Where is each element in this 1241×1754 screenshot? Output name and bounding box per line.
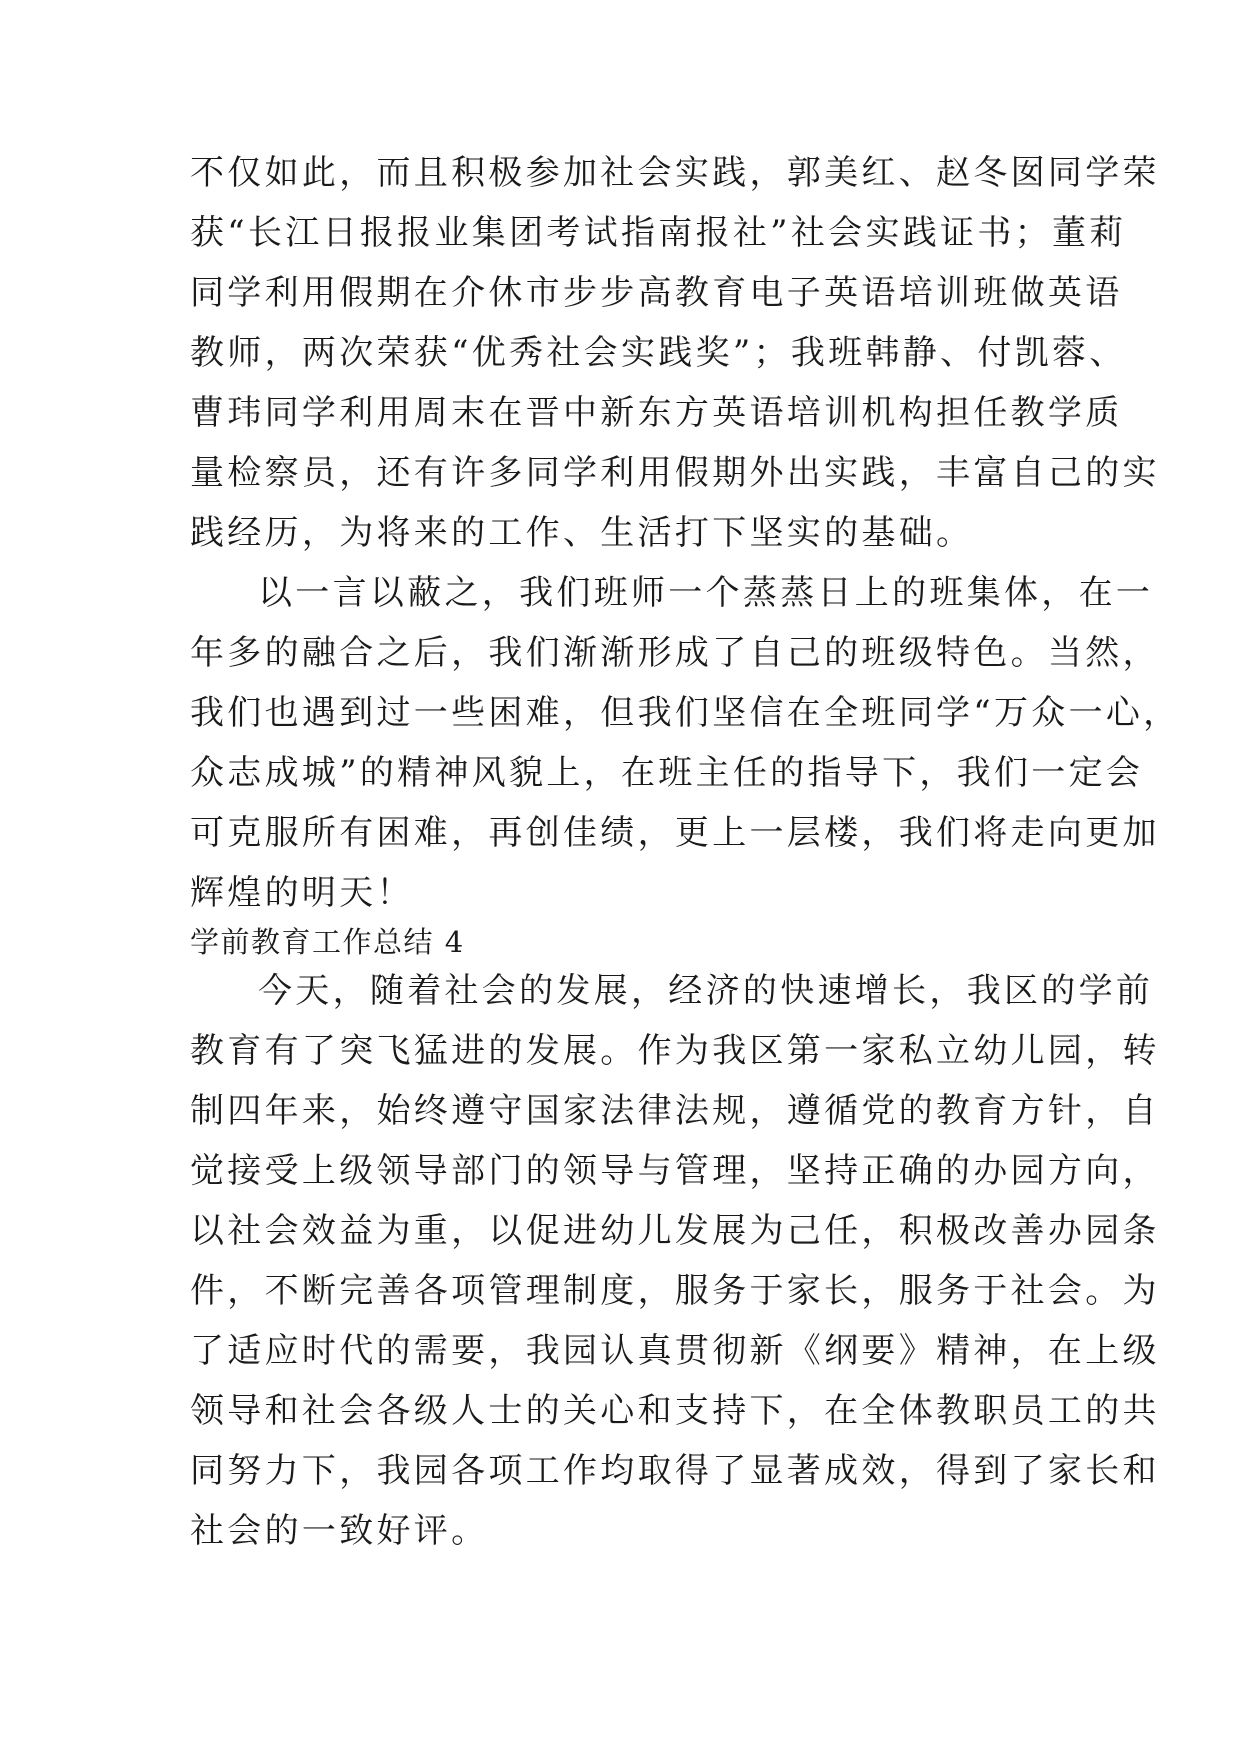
paragraph-1-line-3: 同学利用假期在介休市步步高教育电子英语培训班做英语 (190, 273, 1123, 313)
paragraph-3-line-1: 今天，随着社会的发展，经济的快速增长，我区的学前 (258, 971, 1154, 1011)
paragraph-2-line-2: 年多的融合之后，我们渐渐形成了自己的班级特色。当然， (190, 633, 1160, 673)
paragraph-3-line-2: 教育有了突飞猛进的发展。作为我区第一家私立幼儿园，转 (190, 1031, 1160, 1071)
paragraph-1-line-2: 获“长江日报报业集团考试指南报社”社会实践证书；董莉 (190, 213, 1127, 253)
paragraph-3-line-5: 以社会效益为重，以促进幼儿发展为己任，积极改善办园条 (190, 1211, 1160, 1251)
paragraph-2-line-4: 众志成城”的精神风貌上，在班主任的指导下，我们一定会 (190, 753, 1144, 793)
paragraph-3-line-7: 了适应时代的需要，我园认真贯彻新《纲要》精神，在上级 (190, 1331, 1160, 1371)
paragraph-2-line-5: 可克服所有困难，再创佳绩，更上一层楼，我们将走向更加 (190, 813, 1160, 853)
paragraph-3-line-9: 同努力下，我园各项工作均取得了显著成效，得到了家长和 (190, 1451, 1160, 1491)
paragraph-3-line-4: 觉接受上级领导部门的领导与管理，坚持正确的办园方向， (190, 1151, 1160, 1191)
paragraph-3-line-6: 件，不断完善各项管理制度，服务于家长，服务于社会。为 (190, 1271, 1160, 1311)
paragraph-1-line-7: 践经历，为将来的工作、生活打下坚实的基础。 (190, 513, 974, 553)
section-heading: 学前教育工作总结 4 (190, 925, 465, 959)
paragraph-3-line-3: 制四年来，始终遵守国家法律法规，遵循党的教育方针，自 (190, 1091, 1160, 1131)
paragraph-2-line-3: 我们也遇到过一些困难，但我们坚信在全班同学“万众一心， (190, 693, 1181, 733)
paragraph-3-line-8: 领导和社会各级人士的关心和支持下，在全体教职员工的共 (190, 1391, 1160, 1431)
paragraph-1-line-1: 不仅如此，而且积极参加社会实践，郭美红、赵冬囡同学荣 (190, 153, 1160, 193)
paragraph-2-line-1: 以一言以蔽之，我们班师一个蒸蒸日上的班集体，在一 (258, 573, 1154, 613)
paragraph-1-line-6: 量检察员，还有许多同学利用假期外出实践，丰富自己的实 (190, 453, 1160, 493)
paragraph-2-line-6: 辉煌的明天！ (190, 873, 414, 913)
paragraph-3-line-10: 社会的一致好评。 (190, 1511, 489, 1551)
paragraph-1-line-4: 教师，两次荣获“优秀社会实践奖”；我班韩静、付凯蓉、 (190, 333, 1127, 373)
paragraph-1-line-5: 曹玮同学利用周末在晋中新东方英语培训机构担任教学质 (190, 393, 1123, 433)
